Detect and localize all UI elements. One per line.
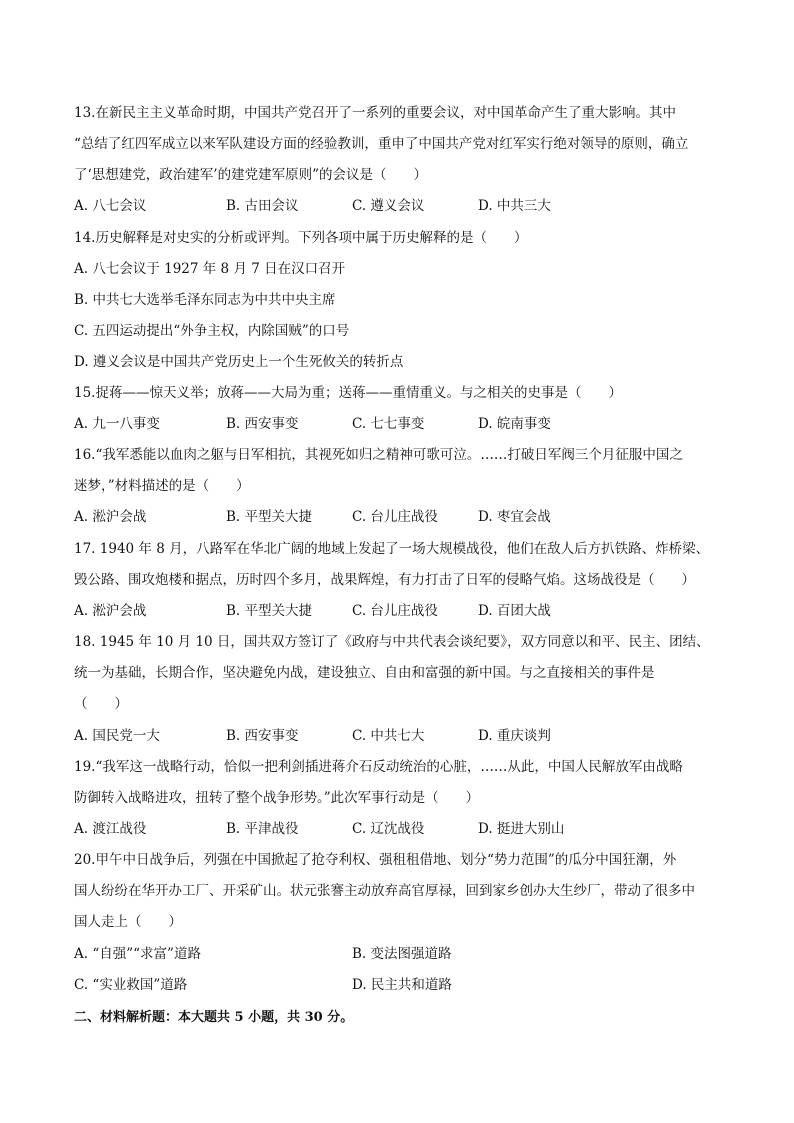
question-19-options — [74, 819, 734, 839]
question-20-option-d: D. 民主共和道路 — [352, 977, 452, 993]
question-16-stem-line-1: 16.“我军悉能以血肉之躯与日军相抗，其视死如归之精神可歌可泣。……打破日军阀三个月征服中国之 — [74, 447, 683, 463]
question-14-option-b: B. 中共七大选举毛泽东同志为中共中央主席 — [74, 292, 336, 308]
question-14-option-d: D. 遵义会议是中国共产党历史上一个生死攸关的转折点 — [74, 354, 404, 370]
question-15-option-a: A. 九一八事变 — [74, 416, 160, 432]
question-13-option-d: D. 中共三大 — [478, 198, 551, 214]
question-17-option-b: B. 平型关大捷 — [226, 603, 313, 619]
question-19-option-a: A. 渡江战役 — [74, 821, 147, 837]
question-16-option-a: A. 淞沪会战 — [74, 509, 147, 525]
question-20-stem-line-2: 国人纷纷在华开办工厂、开采矿山。状元张謇主动放弃高官厚禄，回到家乡创办大生纱厂，带动了很多中 — [74, 883, 695, 899]
question-16-stem-line-2: 迷梦，”材料描述的是（ ） — [74, 478, 250, 494]
question-18-option-c: C. 中共七大 — [352, 728, 425, 744]
question-19-stem-line-1: 19.“我军这一战略行动，恰似一把利剑插进蒋介石反动统治的心脏，……从此，中国人民解放军由战略 — [74, 759, 683, 775]
question-20-stem-line-1: 20.甲午中日战争后，列强在中国掀起了抢夺利权、强租租借地、划分“势力范围”的瓜分中国狂潮，外 — [74, 852, 677, 868]
question-18-option-b: B. 西安事变 — [226, 728, 299, 744]
question-18-stem-line-1: 18. 1945 年 10 月 10 日，国共双方签订了《政府与中共代表会谈纪要》，双方同意以和平、民主、团结、 — [74, 634, 710, 650]
question-17-option-a: A. 淞沪会战 — [74, 603, 147, 619]
question-13-stem-line-3: 了‘思想建党，政治建军’的建党建军原则”的会议是（ ） — [74, 167, 427, 183]
question-13-stem-line-2: “总结了红四军成立以来军队建设方面的经验教训，重申了中国共产党对红军实行绝对领导的原则，确立 — [74, 136, 689, 152]
question-20-options-row-1 — [74, 944, 734, 964]
question-17-options — [74, 601, 734, 621]
question-15-options — [74, 414, 734, 434]
question-15-option-c: C. 七七事变 — [352, 416, 425, 432]
question-20-stem-line-3: 国人走上（ ） — [74, 914, 182, 930]
question-15-option-d: D. 皖南事变 — [478, 416, 551, 432]
question-13-option-c: C. 遵义会议 — [352, 198, 425, 214]
question-19-option-b: B. 平津战役 — [226, 821, 299, 837]
question-16-option-c: C. 台儿庄战役 — [352, 509, 438, 525]
question-16-option-b: B. 平型关大捷 — [226, 509, 313, 525]
question-20-option-a: A. “自强”“求富”道路 — [74, 946, 201, 962]
question-16-options — [74, 507, 734, 527]
question-18-option-d: D. 重庆谈判 — [478, 728, 551, 744]
question-18-stem-line-2: 统一为基础，长期合作，坚决避免内战，建设独立、自由和富强的新中国。与之直接相关的事件是 — [74, 665, 655, 681]
question-17-option-c: C. 台儿庄战役 — [352, 603, 438, 619]
question-14-option-c: C. 五四运动提出“外争主权，内除国贼”的口号 — [74, 323, 350, 339]
question-15-option-b: B. 西安事变 — [226, 416, 299, 432]
section-heading: 二、材料解析题：本大题共 5 小题，共 30 分。 — [74, 1010, 354, 1025]
question-13-option-a: A. 八七会议 — [74, 198, 147, 214]
question-18-stem-line-3: （ ） — [74, 696, 128, 712]
question-18-option-a: A. 国民党一大 — [74, 728, 160, 744]
question-14-stem: 14.历史解释是对史实的分析或评判。下列各项中属于历史解释的是（ ） — [74, 230, 528, 246]
question-13-option-b: B. 古田会议 — [226, 198, 299, 214]
question-15-stem: 15.捉蒋——惊天义举；放蒋——大局为重；送蒋——重情重义。与之相关的史事是（ ） — [74, 385, 622, 401]
question-14-option-a: A. 八七会议于 1927 年 8 月 7 日在汉口召开 — [74, 261, 346, 277]
question-17-stem-line-1: 17. 1940 年 8 月，八路军在华北广阔的地域上发起了一场大规模战役，他们在敌人后方扒铁路、炸桥梁、 — [74, 541, 710, 557]
question-16-option-d: D. 枣宜会战 — [478, 509, 551, 525]
question-13-options — [74, 196, 734, 216]
question-13-stem-line-1: 13.在新民主主义革命时期，中国共产党召开了一系列的重要会议，对中国革命产生了重大影响。其中 — [74, 105, 676, 121]
question-18-options — [74, 726, 734, 746]
question-20-options-row-2 — [74, 975, 734, 995]
question-17-option-d: D. 百团大战 — [478, 603, 551, 619]
question-19-option-c: C. 辽沈战役 — [352, 821, 425, 837]
question-19-option-d: D. 挺进大别山 — [478, 821, 565, 837]
question-20-option-b: B. 变法图强道路 — [352, 946, 452, 962]
question-19-stem-line-2: 防御转入战略进攻，扭转了整个战争形势。”此次军事行动是（ ） — [74, 790, 480, 806]
question-17-stem-line-2: 毁公路、围攻炮楼和据点，历时四个多月，战果辉煌，有力打击了日军的侵略气焰。这场战役是（ ） — [74, 572, 695, 588]
question-20-option-c: C. “实业救国”道路 — [74, 977, 188, 993]
